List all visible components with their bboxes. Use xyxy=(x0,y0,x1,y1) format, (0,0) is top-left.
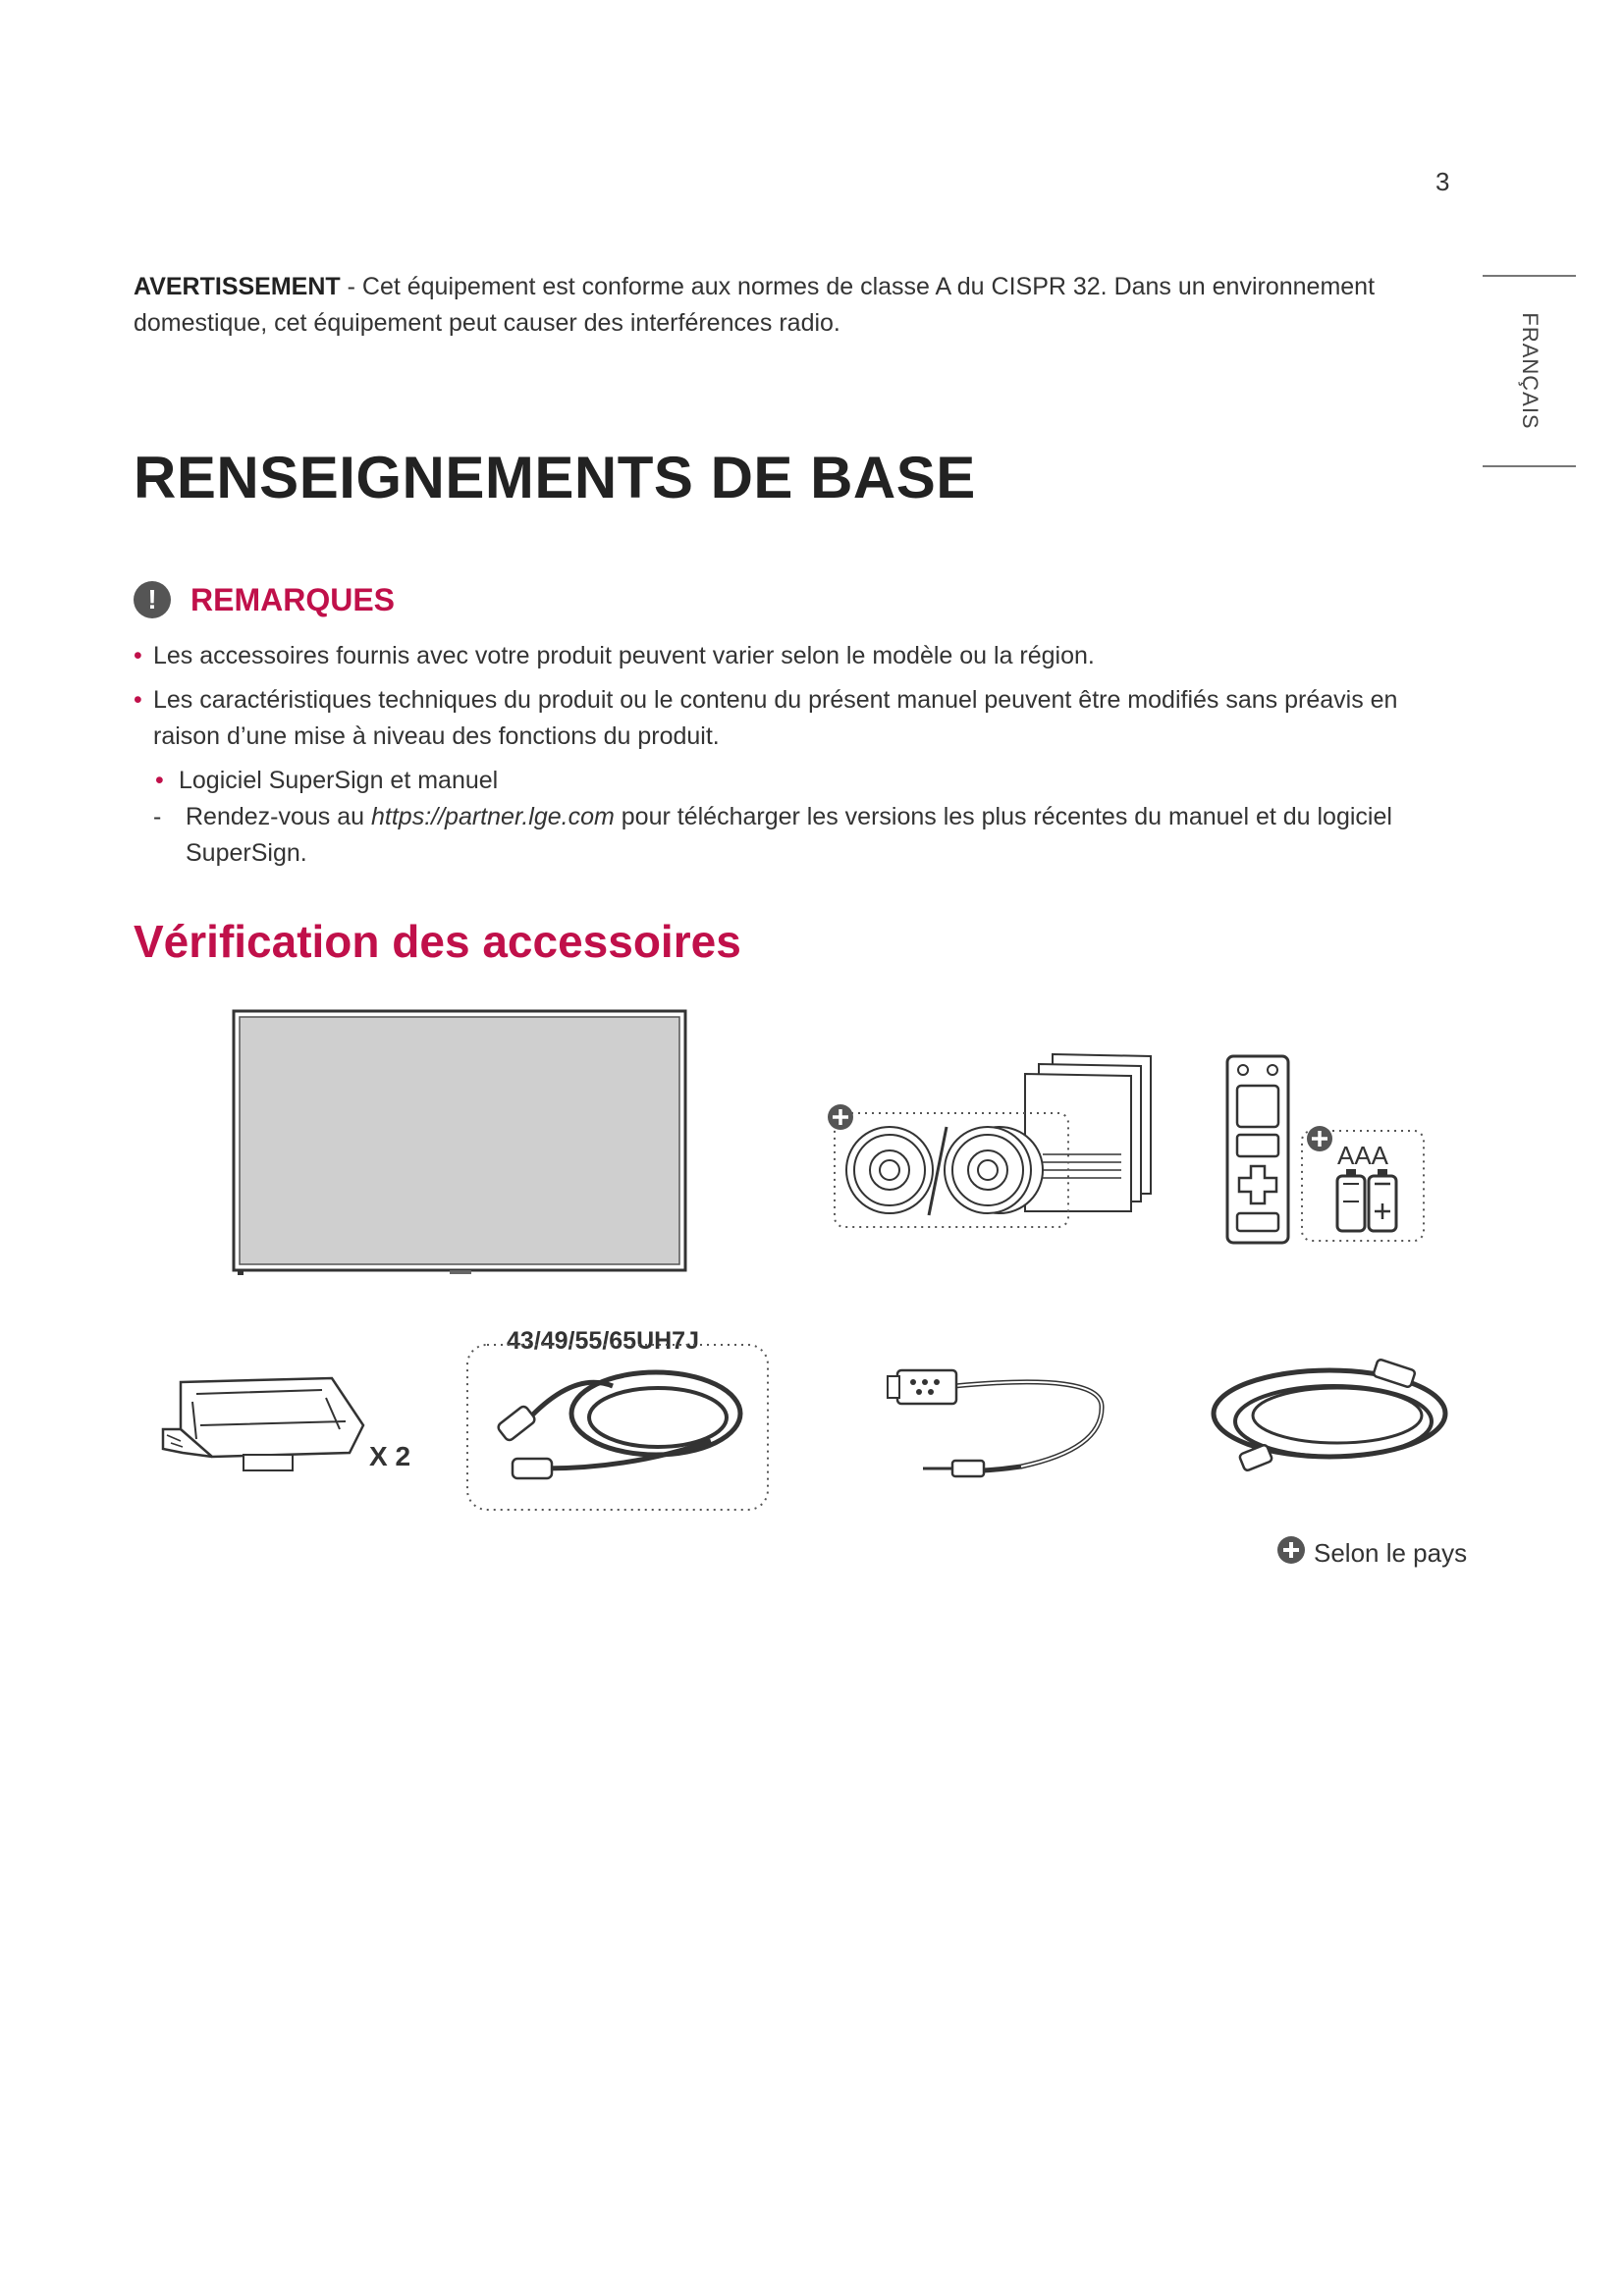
sub-sub-item xyxy=(153,799,1430,872)
cd-manual-illustration xyxy=(821,1046,1161,1239)
remote-battery-illustration xyxy=(1223,1052,1432,1256)
note-text: Les caractéristiques techniques du produit ou le contenu du présent manuel peuvent être modifiés sans préavis en raison d’une mise à niveau des fonctions du produit. xyxy=(153,686,1398,750)
bullet: • xyxy=(134,686,142,714)
warning-text: - Cet équipement est conforme aux normes de classe A du CISPR 32. Dans un environnement domestique, cet équipement peut causer des interférences radio. xyxy=(134,273,1376,337)
sub-list-item xyxy=(149,763,1430,799)
language-tab xyxy=(1483,275,1576,467)
partner-link[interactable]: https://partner.lge.com xyxy=(371,803,615,830)
stand-holder-illustration xyxy=(153,1370,371,1478)
sub-item-text: Logiciel SuperSign et manuel xyxy=(179,767,499,794)
notes-list xyxy=(134,638,1430,872)
bullet: • xyxy=(155,767,164,794)
warning-label: AVERTISSEMENT xyxy=(134,273,341,300)
section-title: Vérification des accessoires xyxy=(134,916,741,967)
sub-sub-after: pour télécharger les versions les plus récentes du manuel et du logiciel SuperSign. xyxy=(186,803,1392,867)
list-item xyxy=(134,638,1430,674)
quantity-label: X 2 xyxy=(369,1441,411,1471)
page-number: 3 xyxy=(1435,167,1450,196)
list-item xyxy=(134,682,1430,755)
power-cord-illustration xyxy=(1202,1357,1453,1484)
dash: - xyxy=(153,803,162,830)
sub-sub-before: Rendez-vous au xyxy=(186,803,372,830)
page-title: RENSEIGNEMENTS DE BASE xyxy=(134,445,976,510)
monitor-illustration xyxy=(232,1009,689,1278)
exclamation-icon: ! xyxy=(134,581,171,618)
country-note-text: Selon le pays xyxy=(1314,1538,1468,1568)
note-text: Les accessoires fournis avec votre produit peuvent varier selon le modèle ou la région. xyxy=(153,642,1095,669)
usb-cable-illustration xyxy=(465,1331,772,1514)
language-tab-label: FRANÇAIS xyxy=(1517,312,1543,430)
rs232c-cable-illustration xyxy=(884,1359,1111,1480)
notes-title: REMARQUES xyxy=(190,582,396,617)
battery-type-label: AAA xyxy=(1337,1141,1389,1170)
plus-circle-icon xyxy=(1276,1535,1306,1565)
model-label: 43/49/55/65UH7J xyxy=(507,1327,699,1355)
warning-paragraph xyxy=(134,269,1410,342)
bullet: • xyxy=(134,642,142,669)
